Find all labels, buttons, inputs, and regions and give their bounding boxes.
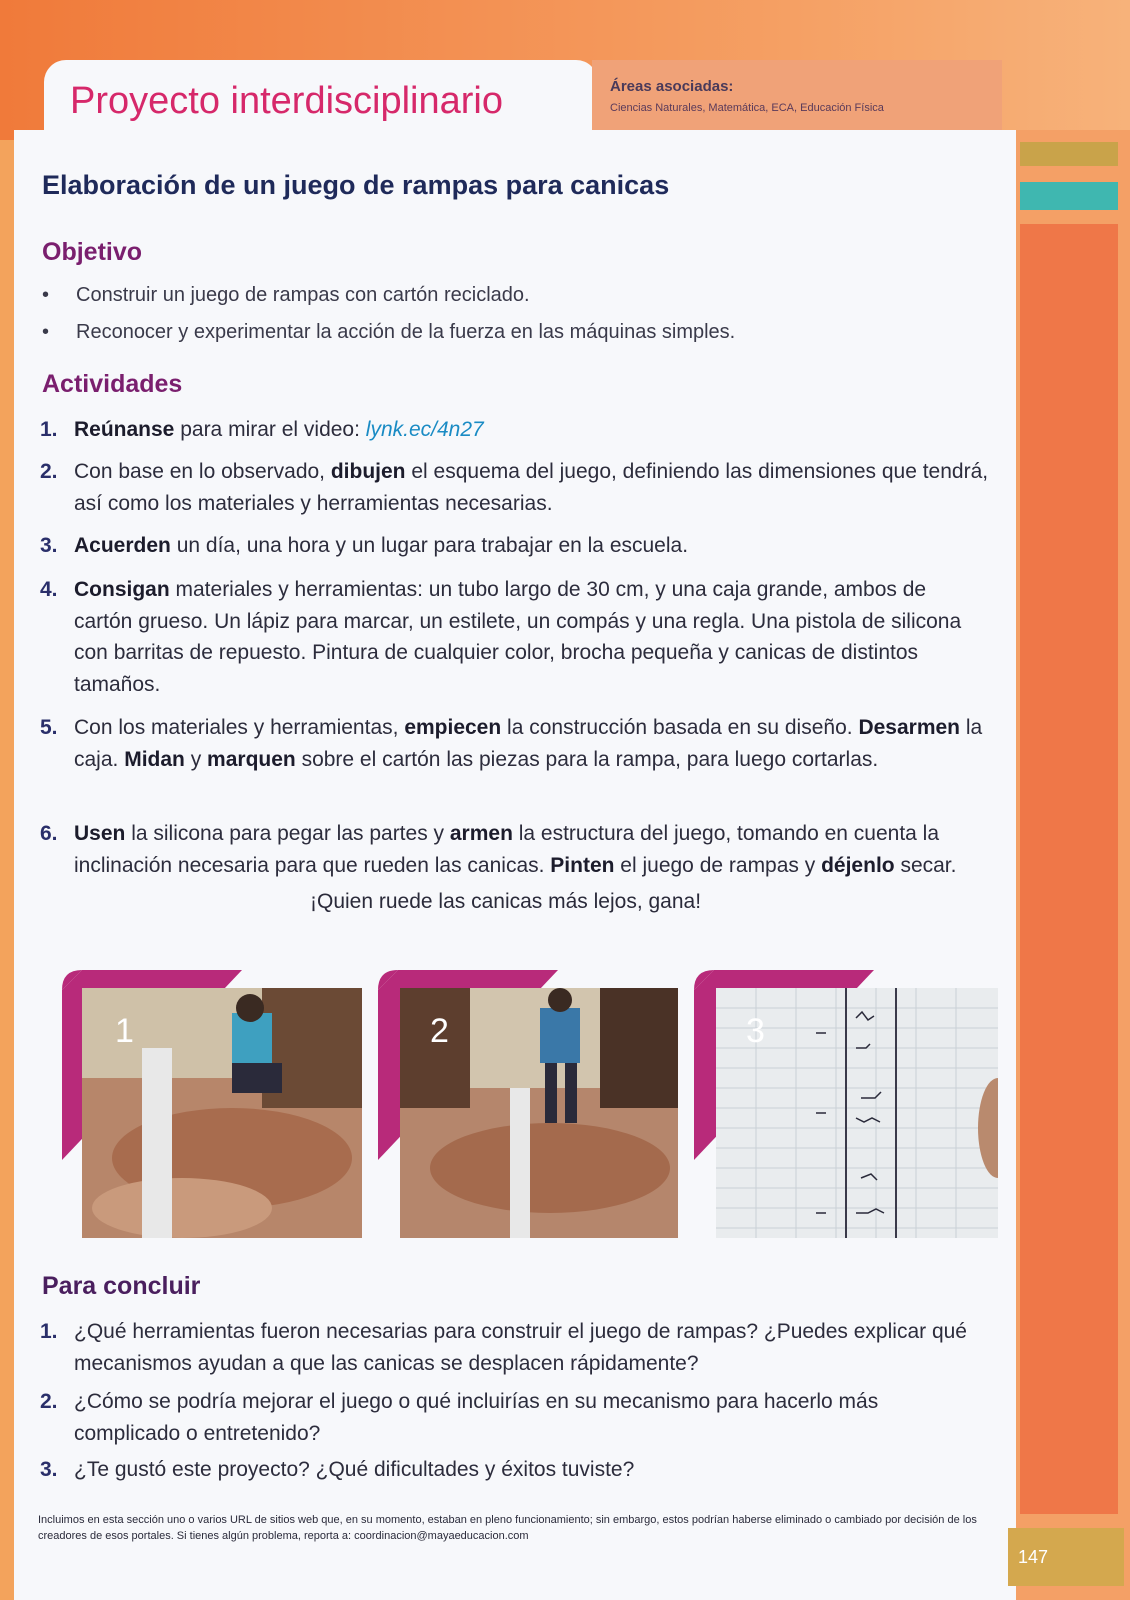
item-text: el esquema del juego, definiendo las dimensiones que tendrá, así como los materiales y herramientas necesarias. [74,460,989,515]
item-number: 2. [40,460,58,483]
objetivo-heading: Objetivo [42,238,143,266]
item-text: ¿Qué herramientas fueron necesarias para construir el juego de rampas? ¿Puedes explicar qué mecanismos ayudan a que las canicas se desplacen rápidamente? [74,1320,967,1375]
bullet-text: Reconocer y experimentar la acción de la fuerza en las máquinas simples. [76,321,736,343]
pregunta-1 [40,1316,990,1379]
bold-verb: déjenlo [821,853,895,877]
item-number: 5. [40,716,58,739]
orange-tab [1020,224,1118,1514]
bold-verb: Usen [74,822,126,845]
bold-verb: Reúnanse [74,418,175,441]
actividad-2 [40,456,990,519]
item-text: secar. [894,853,957,877]
teal-tab [1020,182,1118,210]
areas-box [592,60,1002,130]
item-text: Con base en lo observado, [74,460,331,483]
bold-verb: Midan [124,747,185,771]
bold-verb: marquen [207,747,296,771]
item-number: 6. [40,822,58,845]
pregunta-3 [40,1454,990,1486]
photo-number: 3 [746,1012,765,1050]
item-text: sobre el cartón las piezas para la rampa, para luego cortarlas. [295,747,879,771]
video-link[interactable]: lynk.ec/4n27 [365,418,484,441]
actividades-heading: Actividades [42,370,183,398]
actividad-3 [40,530,990,562]
item-text: para mirar el video: [174,418,366,441]
para-concluir-heading: Para concluir [42,1272,201,1300]
item-number: 2. [40,1390,58,1413]
item-text: la construcción basada en su diseño. [501,716,859,739]
bold-verb: Desarmen [858,716,960,739]
actividad-6 [40,818,990,881]
item-number: 1. [40,1320,58,1343]
item-number: 3. [40,1458,58,1481]
bold-verb: empiecen [404,716,502,739]
bullet-text: Construir un juego de rampas con cartón reciclado. [76,284,530,306]
item-text: Con los materiales y herramientas, [74,716,405,739]
objetivo-bullet: • Reconocer y experimentar la acción de la fuerza en las máquinas simples. [42,321,736,343]
page-number: 147 [1008,1528,1124,1586]
item-text: y [184,747,208,771]
item-number: 3. [40,534,58,557]
page-title: Proyecto interdisciplinario [70,80,503,122]
item-text: materiales y herramientas: un tubo largo de 30 cm, y una caja grande, ambos de cartón grueso. Un lápiz para marcar, un estilete, un compás y una regla. Una pistola de silicona con barritas de repuesto. Pintura de cualquier color, brocha pequeña y canicas de distintos tamaños. [74,578,962,696]
item-text: la silicona para pegar las partes y [125,822,450,845]
ochre-tab [1020,142,1118,166]
photo-number: 1 [115,1012,134,1050]
footnote: Incluimos en esta sección uno o varios URL de sitios web que, en su momento, estaban en pleno funcionamiento; sin embargo, estos podrían haberse eliminado o cambiado por decisión de los creadores de esos portales. Si tienes algún problema, reporta a: coordinacion@mayaeducacion.com [38,1514,977,1542]
objetivo-bullet: • Construir un juego de rampas con cartón reciclado. [42,284,530,306]
bold-verb: Consigan [74,578,170,601]
closing-line: ¡Quien ruede las canicas más lejos, gana! [310,890,702,913]
areas-list: Ciencias Naturales, Matemática, ECA, Educación Física [610,102,884,114]
bold-verb: dibujen [330,460,406,483]
bold-verb: armen [449,822,513,845]
actividad-1 [40,414,990,446]
item-number: 1. [40,418,58,441]
project-title: Elaboración de un juego de rampas para canicas [42,170,670,200]
pregunta-2 [40,1386,990,1449]
item-text: ¿Te gustó este proyecto? ¿Qué dificultades y éxitos tuviste? [74,1458,635,1481]
item-text: el juego de rampas y [614,853,822,877]
areas-label: Áreas asociadas: [610,78,734,95]
actividad-5 [40,712,990,775]
item-text: la estructura del juego, tomando en cuenta la inclinación necesaria para que rueden las canicas. [74,822,940,877]
actividad-4 [40,574,990,700]
item-text: un día, una hora y un lugar para trabajar en la escuela. [170,534,689,557]
item-text: la caja. [74,716,983,771]
bold-verb: Acuerden [74,534,171,557]
item-number: 4. [40,578,58,601]
photo-number: 2 [430,1012,449,1050]
bold-verb: Pinten [550,853,615,877]
item-text: ¿Cómo se podría mejorar el juego o qué incluirías en su mecanismo para hacerlo más complicado o entretenido? [74,1390,879,1445]
